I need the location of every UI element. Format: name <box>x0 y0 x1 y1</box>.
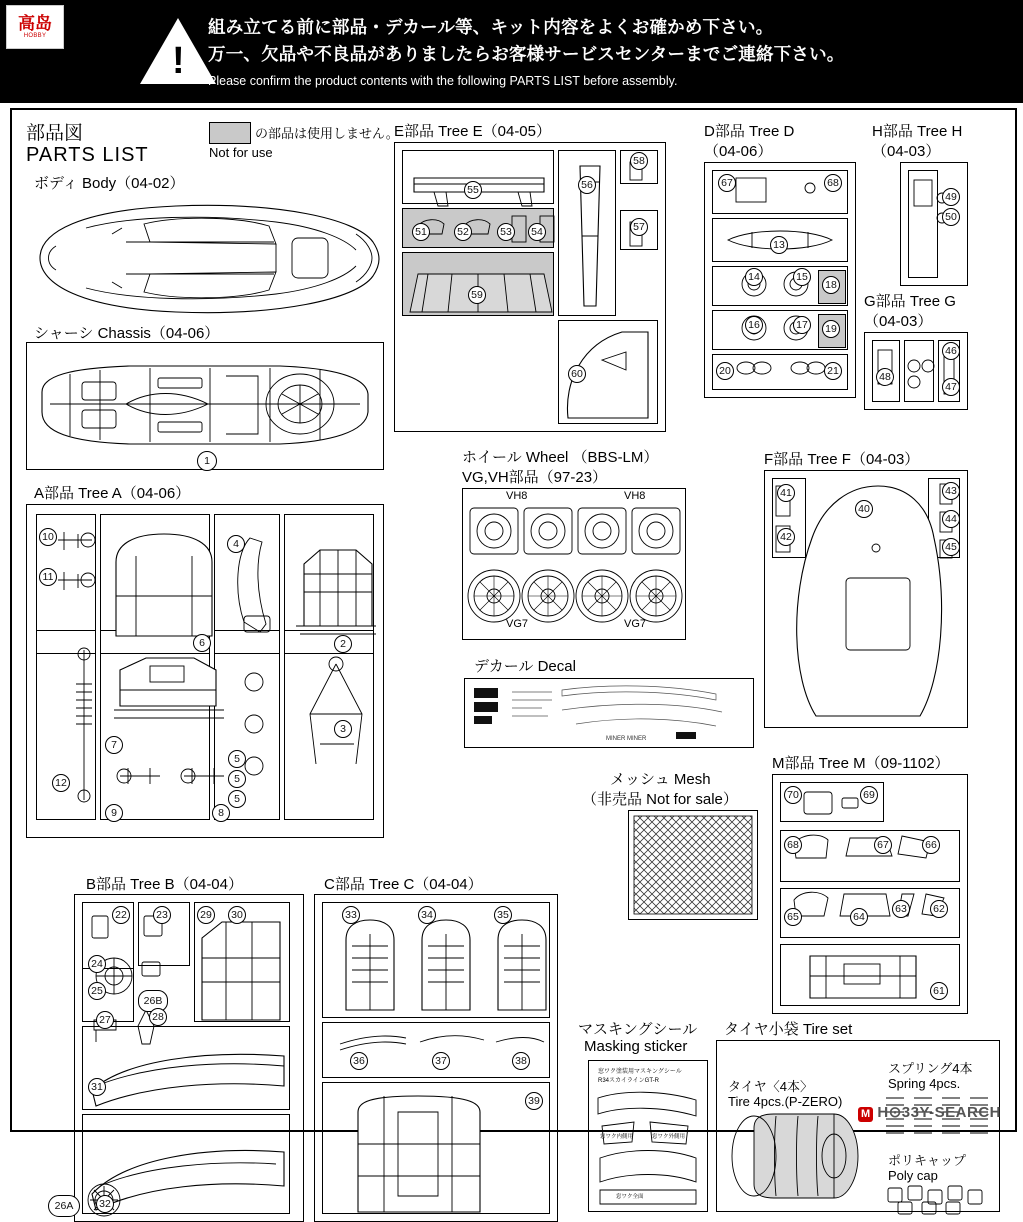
part-number-23: 23 <box>153 906 171 924</box>
section-treeA-label: A部品 Tree A（04-06） <box>34 485 191 502</box>
section-treeH-code: （04-03） <box>872 143 941 160</box>
page-title-jp: 部品図 <box>26 123 84 144</box>
watermark <box>858 1103 1001 1122</box>
section-treeD-label: D部品 Tree D <box>704 123 795 140</box>
section-masking-label-2: Masking sticker <box>584 1038 688 1055</box>
part-number-27: 27 <box>96 1011 114 1029</box>
polycap-label-en: Poly cap <box>888 1168 938 1183</box>
part-number-33: 33 <box>342 906 360 924</box>
part-number-61: 61 <box>930 982 948 1000</box>
part-number-58: 58 <box>630 152 648 170</box>
body-part-illustration <box>26 194 386 324</box>
part-number-2: 2 <box>334 635 352 653</box>
part-number-29: 29 <box>197 906 215 924</box>
section-treeB-label: B部品 Tree B（04-04） <box>86 876 243 893</box>
part-number-68b: 68 <box>784 836 802 854</box>
shop-logo-cn: 高岛 <box>18 13 52 33</box>
parts-sheet <box>10 108 1017 1212</box>
part-number-7: 7 <box>105 736 123 754</box>
part-number-38: 38 <box>512 1052 530 1070</box>
part-number-6: 6 <box>193 634 211 652</box>
masking-illustration <box>592 1086 704 1210</box>
legend-text-jp: の部品は使用しません。 <box>255 126 399 141</box>
banner-line-3: Please confirm the product contents with the following PARTS LIST before assembly. <box>208 74 678 88</box>
section-treeD-code: （04-06） <box>704 143 773 160</box>
section-wheel-label-1: ホイール Wheel （BBS-LM） <box>462 449 659 466</box>
wheel-tag-vg7-a: VG7 <box>506 618 529 630</box>
treeE-illustrations <box>402 150 660 428</box>
chassis-illustration <box>30 346 380 466</box>
part-number-47: 47 <box>942 378 960 396</box>
part-number-4: 4 <box>227 535 245 553</box>
part-number-5a: 5 <box>228 750 246 768</box>
part-number-42: 42 <box>777 528 795 546</box>
part-number-30: 30 <box>228 906 246 924</box>
masking-caption-1: 窓ワク塗装用マスキングシール <box>598 1069 682 1075</box>
part-number-17: 17 <box>793 316 811 334</box>
section-treeG-label: G部品 Tree G <box>864 293 956 310</box>
part-number-5b: 5 <box>228 770 246 788</box>
masking-note-1: 窓ワク内側用 <box>600 1134 634 1140</box>
part-number-70: 70 <box>784 786 802 804</box>
section-masking-label-1: マスキングシール <box>578 1021 698 1038</box>
part-number-68: 68 <box>824 174 842 192</box>
section-treeE-label: E部品 Tree E（04-05） <box>394 123 551 140</box>
watermark-text: H⊙33Y-SEARCH <box>877 1104 1001 1121</box>
part-number-63: 63 <box>892 900 910 918</box>
part-number-8: 8 <box>212 804 230 822</box>
banner-line-2: 万一、欠品や不良品がありましたらお客様サービスセンターまでご連絡下さい。 <box>208 44 845 64</box>
section-treeM-label: M部品 Tree M（09-1102） <box>772 755 950 772</box>
section-decal-label: デカール Decal <box>474 658 576 675</box>
section-treeH-label: H部品 Tree H <box>872 123 963 140</box>
wheel-illustrations <box>464 502 684 636</box>
part-number-55: 55 <box>464 181 482 199</box>
part-number-9: 9 <box>105 804 123 822</box>
part-number-1: 1 <box>197 451 217 471</box>
decal-illustration <box>466 680 752 746</box>
section-mesh-label-1: メッシュ Mesh <box>610 771 711 788</box>
part-number-5c: 5 <box>228 790 246 808</box>
part-number-62: 62 <box>930 900 948 918</box>
section-wheel-label-2: VG,VH部品（97-23） <box>462 469 608 486</box>
part-number-25: 25 <box>88 982 106 1000</box>
part-number-66: 66 <box>922 836 940 854</box>
part-number-56: 56 <box>578 176 596 194</box>
part-number-44: 44 <box>942 510 960 528</box>
polycap-label-jp: ポリキャップ <box>888 1153 967 1168</box>
part-number-14: 14 <box>745 268 763 286</box>
section-treeF-label: F部品 Tree F（04-03） <box>764 451 920 468</box>
section-chassis-label: シャーシ Chassis（04-06） <box>34 325 220 342</box>
part-number-67b: 67 <box>874 836 892 854</box>
part-number-18: 18 <box>822 276 840 294</box>
masking-note-3: 窓ワク全面 <box>616 1194 644 1200</box>
part-number-57: 57 <box>630 218 648 236</box>
mesh-illustration <box>632 814 754 916</box>
warning-exclamation-mark: ! <box>172 40 185 82</box>
part-number-21: 21 <box>824 362 842 380</box>
polycap-illustration <box>884 1182 988 1216</box>
part-number-46: 46 <box>942 342 960 360</box>
part-number-15: 15 <box>793 268 811 286</box>
part-number-41: 41 <box>777 484 795 502</box>
part-number-39: 39 <box>525 1092 543 1110</box>
part-number-50: 50 <box>942 208 960 226</box>
section-treeC-label: C部品 Tree C（04-04） <box>324 876 483 893</box>
part-number-65: 65 <box>784 908 802 926</box>
wheel-tag-vh8-a: VH8 <box>506 490 528 502</box>
treeM-illustration <box>780 782 960 1008</box>
spring-label-jp: スプリング4本 <box>888 1061 973 1076</box>
svg-text:MINER MINER: MINER MINER <box>606 736 647 742</box>
part-number-19: 19 <box>822 320 840 338</box>
banner-line-1: 組み立てる前に部品・デカール等、キット内容をよくお確かめ下さい。 <box>208 17 774 37</box>
part-number-37: 37 <box>432 1052 450 1070</box>
part-number-40: 40 <box>855 500 873 518</box>
shop-logo-en: HOBBY <box>23 32 47 39</box>
part-number-3: 3 <box>334 720 352 738</box>
legend-text-en: Not for use <box>209 145 273 160</box>
part-number-53: 53 <box>497 223 515 241</box>
part-number-59: 59 <box>468 286 486 304</box>
shop-logo <box>6 5 64 49</box>
part-number-48: 48 <box>876 368 894 386</box>
part-number-26B: 26B <box>138 990 168 1012</box>
part-number-10: 10 <box>39 528 57 546</box>
legend-grey-swatch <box>209 122 251 144</box>
section-body-label: ボディ Body（04-02） <box>34 175 185 192</box>
part-number-34: 34 <box>418 906 436 924</box>
part-number-51: 51 <box>412 223 430 241</box>
part-number-31: 31 <box>88 1078 106 1096</box>
tire-label-jp: タイヤ〈4本〉 <box>728 1079 813 1094</box>
part-number-12: 12 <box>52 774 70 792</box>
section-treeG-code: （04-03） <box>864 313 933 330</box>
part-number-67: 67 <box>718 174 736 192</box>
part-number-32: 32 <box>96 1195 114 1213</box>
part-number-49: 49 <box>942 188 960 206</box>
part-number-28: 28 <box>149 1008 167 1026</box>
part-number-11: 11 <box>39 568 57 586</box>
spring-label-en: Spring 4pcs. <box>888 1076 961 1091</box>
tire-illustration <box>724 1106 874 1206</box>
treeA-illustrations <box>36 514 376 824</box>
part-number-16: 16 <box>745 316 763 334</box>
part-number-45: 45 <box>942 538 960 556</box>
part-number-43: 43 <box>942 482 960 500</box>
treeB-illustrations <box>82 902 297 1217</box>
warning-banner <box>0 0 1023 103</box>
part-number-69: 69 <box>860 786 878 804</box>
wheel-tag-vg7-b: VG7 <box>624 618 647 630</box>
part-number-54: 54 <box>528 223 546 241</box>
part-number-20: 20 <box>716 362 734 380</box>
part-number-52: 52 <box>454 223 472 241</box>
part-number-26A: 26A <box>48 1195 80 1217</box>
section-mesh-label-2: （非売品 Not for sale） <box>582 791 738 808</box>
wheel-tag-vh8-b: VH8 <box>624 490 646 502</box>
part-number-36: 36 <box>350 1052 368 1070</box>
part-number-24: 24 <box>88 955 106 973</box>
part-number-22: 22 <box>112 906 130 924</box>
tire-label-en: Tire 4pcs.(P-ZERO) <box>728 1094 843 1109</box>
part-number-64: 64 <box>850 908 868 926</box>
part-number-60: 60 <box>568 365 586 383</box>
part-number-13: 13 <box>770 236 788 254</box>
watermark-badge: M <box>858 1107 873 1122</box>
masking-note-2: 窓ワク外側用 <box>652 1134 686 1140</box>
section-tireset-label: タイヤ小袋 Tire set <box>724 1021 853 1038</box>
page-title-en: PARTS LIST <box>26 144 149 166</box>
masking-caption-2: R34スカイラインGT-R <box>598 1078 659 1084</box>
part-number-35: 35 <box>494 906 512 924</box>
